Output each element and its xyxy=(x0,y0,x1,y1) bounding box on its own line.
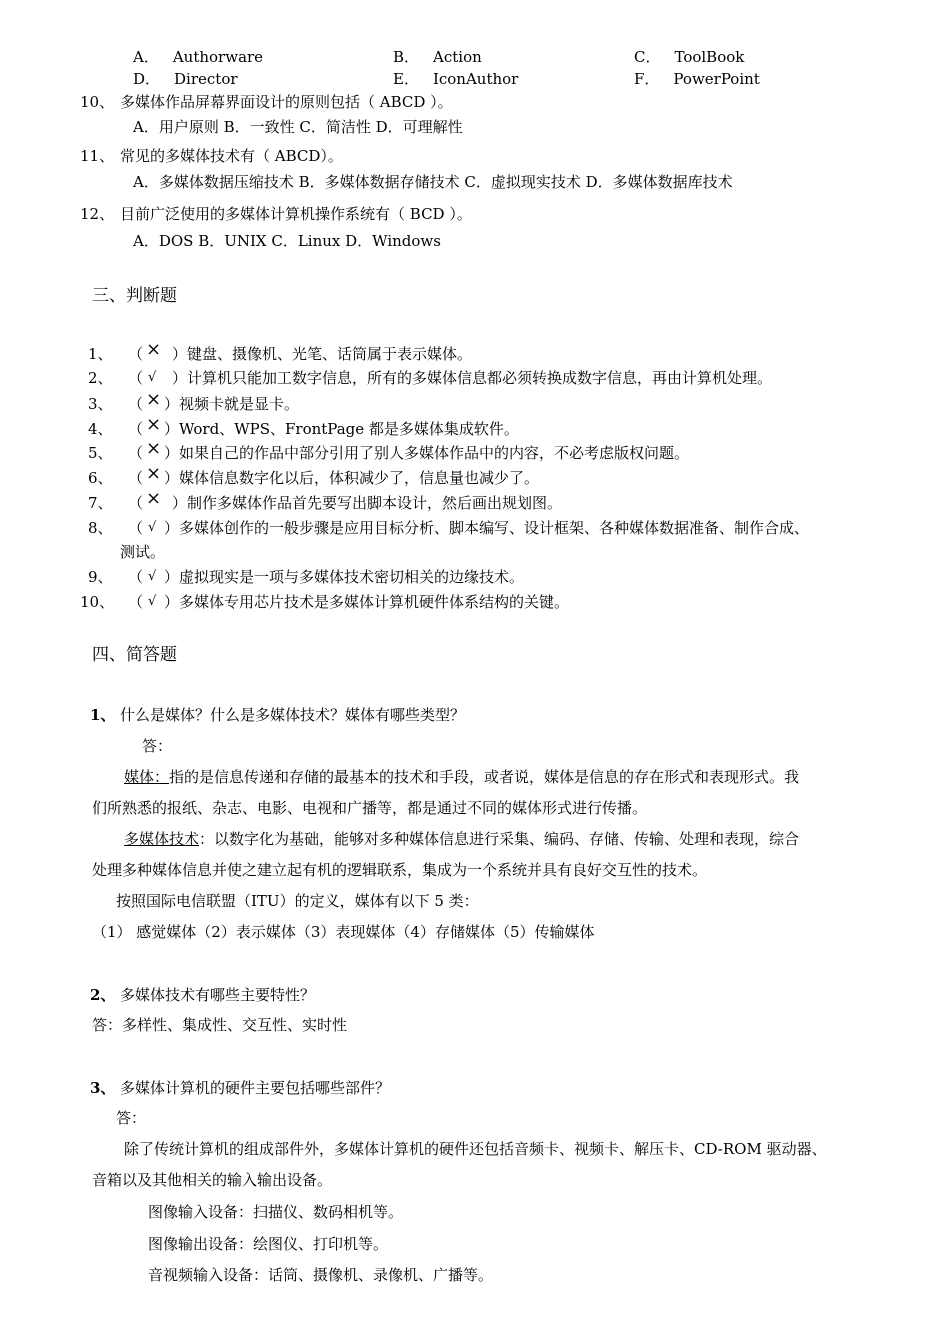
definition-text: ：以数字化为基础，能够对多种媒体信息进行采集、编码、存储、传输、处理和表现，综合 xyxy=(199,830,800,848)
tf-number: 5、 xyxy=(88,444,113,462)
tf-mark: × xyxy=(146,488,162,509)
q1-question: 什么是媒体？什么是多媒体技术？媒体有哪些类型？ xyxy=(120,706,466,724)
tf-text: ）如果自己的作品中部分引用了别人多媒体作品中的内容，不必考虑版权问题。 xyxy=(164,444,690,462)
q1-answer-label: 答： xyxy=(142,737,173,755)
tf-mark: × xyxy=(146,339,162,360)
q1-itu-line: 按照国际电信联盟（ITU）的定义，媒体有以下 5 类： xyxy=(116,892,479,910)
tf-number: 7、 xyxy=(88,494,113,512)
option-a: A． Authorware xyxy=(133,48,264,66)
tf-text: ）多媒体专用芯片技术是多媒体计算机硬件体系结构的关键。 xyxy=(164,593,570,611)
q1-definition-multimedia xyxy=(124,828,799,850)
mc-options-11: A．多媒体数据压缩技术 B．多媒体数据存储技术 C．虚拟现实技术 D．多媒体数据库技术 xyxy=(133,173,733,191)
section-heading-short-answer: 四、简答题 xyxy=(92,645,177,665)
mc-stem-11: 常见的多媒体技术有（ ABCD）。 xyxy=(120,147,343,165)
term-media: 媒体： xyxy=(124,768,170,786)
tf-paren: （ xyxy=(128,568,144,586)
tf-paren: （ xyxy=(128,369,144,387)
tf-mark: × xyxy=(146,438,162,459)
tf-number: 8、 xyxy=(88,519,113,537)
tf-paren: （ xyxy=(128,494,144,512)
option-f: F． PowerPoint xyxy=(634,70,760,88)
tf-text: ）虚拟现实是一项与多媒体技术密切相关的边缘技术。 xyxy=(164,568,525,586)
q3-device-item: 图像输出设备：绘图仪、打印机等。 xyxy=(148,1235,389,1253)
tf-mark: √ xyxy=(148,569,157,584)
mc-number-10: 10、 xyxy=(80,93,115,111)
definition-text: 指的是信息传递和存储的最基本的技术和手段，或者说，媒体是信息的存在形式和表现形式。我 xyxy=(169,768,800,786)
option-c: C． ToolBook xyxy=(634,48,745,66)
tf-text: ）视频卡就是显卡。 xyxy=(164,395,300,413)
tf-text: ）计算机只能加工数字信息，所有的多媒体信息都必须转换成数字信息，再由计算机处理。 xyxy=(172,369,773,387)
tf-paren: （ xyxy=(128,345,144,363)
section-heading-true-false: 三、判断题 xyxy=(92,286,177,306)
tf-mark: × xyxy=(146,463,162,484)
mc-options-12: A．DOS B．UNIX C．Linux D．Windows xyxy=(133,232,441,250)
tf-text: ）制作多媒体作品首先要写出脚本设计，然后画出规划图。 xyxy=(172,494,563,512)
mc-number-12: 12、 xyxy=(80,205,115,223)
tf-paren: （ xyxy=(128,395,144,413)
tf-mark: √ xyxy=(148,594,157,609)
tf-paren: （ xyxy=(128,593,144,611)
q1-number: 1、 xyxy=(90,706,116,724)
q1-media-types: （1） 感觉媒体（2）表示媒体（3）表现媒体（4）存储媒体（5）传输媒体 xyxy=(92,923,595,941)
tf-text: ）媒体信息数字化以后，体积减少了，信息量也减少了。 xyxy=(164,469,540,487)
q2-answer: 答：多样性、集成性、交互性、实时性 xyxy=(92,1016,348,1034)
q3-paragraph-cont: 音箱以及其他相关的输入输出设备。 xyxy=(92,1171,333,1189)
option-b: B． Action xyxy=(393,48,482,66)
q3-question: 多媒体计算机的硬件主要包括哪些部件？ xyxy=(120,1079,391,1097)
term-multimedia: 多媒体技术 xyxy=(124,830,200,848)
q2-number: 2、 xyxy=(90,986,116,1004)
q2-question: 多媒体技术有哪些主要特性？ xyxy=(120,986,316,1004)
tf-mark: √ xyxy=(148,370,157,385)
tf-mark: × xyxy=(146,414,162,435)
tf-number: 3、 xyxy=(88,395,113,413)
tf-number: 10、 xyxy=(80,593,115,611)
mc-stem-10: 多媒体作品屏幕界面设计的原则包括（ ABCD ）。 xyxy=(120,93,453,111)
tf-mark: √ xyxy=(148,520,157,535)
tf-number: 1、 xyxy=(88,345,113,363)
tf-paren: （ xyxy=(128,469,144,487)
tf-number: 6、 xyxy=(88,469,113,487)
q1-definition-media xyxy=(124,766,799,788)
tf-text-continued: 测试。 xyxy=(120,543,166,561)
tf-number: 2、 xyxy=(88,369,113,387)
q1-definition-multimedia-cont: 处理多种媒体信息并使之建立起有机的逻辑联系，集成为一个系统并具有良好交互性的技术。 xyxy=(92,861,708,879)
q3-device-item: 音视频输入设备：话筒、摄像机、录像机、广播等。 xyxy=(148,1266,494,1284)
tf-text: ）多媒体创作的一般步骤是应用目标分析、脚本编写、设计框架、各种媒体数据准备、制作合成、 xyxy=(164,519,810,537)
tf-paren: （ xyxy=(128,444,144,462)
q3-answer-label: 答： xyxy=(116,1109,147,1127)
mc-stem-12: 目前广泛使用的多媒体计算机操作系统有（ BCD ）。 xyxy=(120,205,472,223)
tf-mark: × xyxy=(146,389,162,410)
tf-text: ）键盘、摄像机、光笔、话筒属于表示媒体。 xyxy=(172,345,473,363)
tf-number: 4、 xyxy=(88,420,113,438)
mc-options-10: A．用户原则 B．一致性 C．简洁性 D．可理解性 xyxy=(133,118,463,136)
q3-device-item: 图像输入设备：扫描仪、数码相机等。 xyxy=(148,1203,404,1221)
q3-number: 3、 xyxy=(90,1079,116,1097)
tf-paren: （ xyxy=(128,420,144,438)
option-e: E． IconAuthor xyxy=(393,70,519,88)
option-d: D． Director xyxy=(133,70,238,88)
q3-paragraph: 除了传统计算机的组成部件外，多媒体计算机的硬件还包括音频卡、视频卡、解压卡、CD-ROM 驱动器、 xyxy=(124,1140,827,1158)
tf-paren: （ xyxy=(128,519,144,537)
tf-text: ）Word、WPS、FrontPage 都是多媒体集成软件。 xyxy=(164,420,519,438)
tf-number: 9、 xyxy=(88,568,113,586)
q1-definition-media-cont: 们所熟悉的报纸、杂志、电影、电视和广播等，都是通过不同的媒体形式进行传播。 xyxy=(92,799,648,817)
mc-number-11: 11、 xyxy=(80,147,115,165)
